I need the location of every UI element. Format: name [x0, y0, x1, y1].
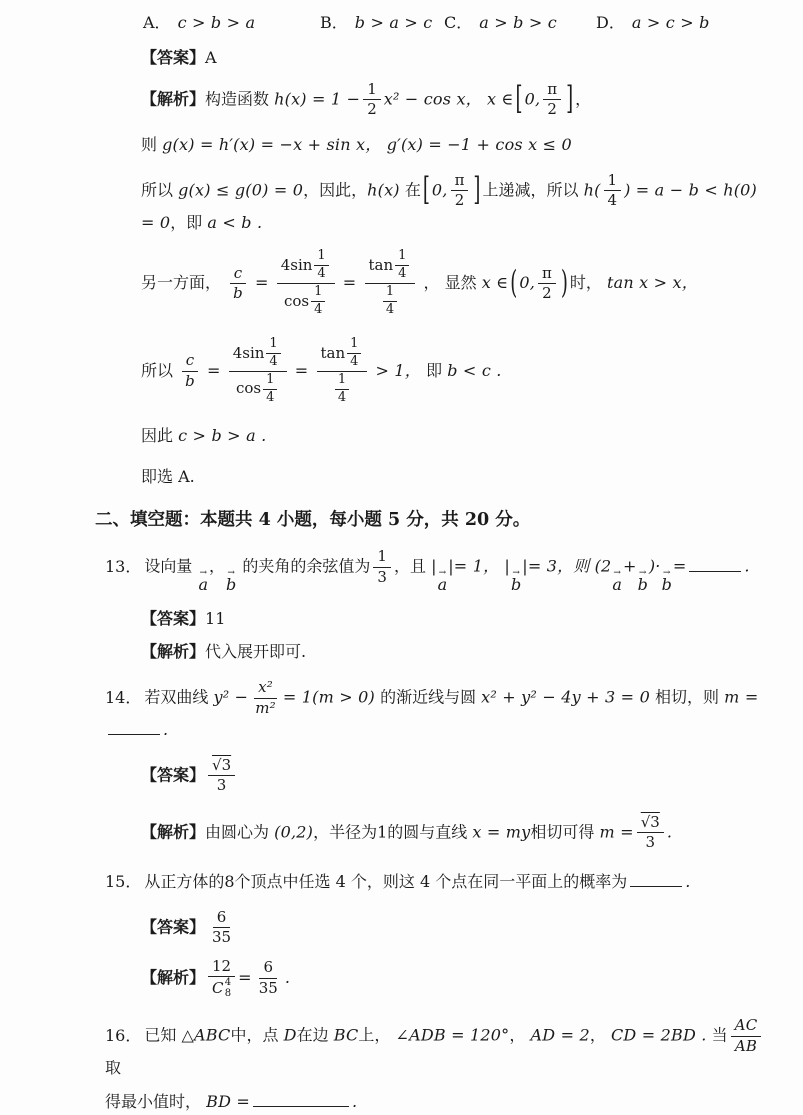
- numerator: 1: [383, 284, 397, 302]
- a-lt-b: a < b .: [207, 212, 263, 232]
- period: .: [744, 556, 750, 576]
- close-dot: )·: [648, 556, 661, 576]
- numerator: √3: [208, 756, 235, 777]
- denominator: [329, 372, 355, 407]
- fraction-pi-over-2: [538, 264, 556, 304]
- numerator: AC: [731, 1016, 762, 1037]
- vector-b-letter: b: [510, 574, 522, 594]
- vector-b-letter: b: [661, 574, 672, 594]
- numerator: 6: [259, 958, 277, 979]
- vector-arrow-icon: →: [512, 567, 520, 578]
- q12-analysis-line4: [141, 248, 773, 319]
- bd-equals: BD =: [206, 1092, 250, 1112]
- option-a: [143, 10, 255, 33]
- abs-bar: |: [431, 556, 437, 576]
- comma: ，: [575, 89, 592, 109]
- vector-a-letter: a: [612, 574, 622, 594]
- fraction-one-quarter: [347, 336, 361, 371]
- option-b-label: B．: [320, 13, 348, 32]
- q13-text2: 的夹角的余弦值为: [242, 556, 371, 576]
- option-d-label: D．: [596, 13, 625, 32]
- option-d-expr: a > c > b: [631, 13, 710, 32]
- ad-length: AD = 2: [530, 1025, 590, 1045]
- fraction-4sin-over-cos: [229, 336, 287, 407]
- analysis-tag: 【解析】: [141, 89, 206, 109]
- denominator: 2: [367, 100, 377, 119]
- comma: ，: [589, 1025, 606, 1045]
- point-d: D: [283, 1025, 297, 1045]
- m-equals: m =: [724, 687, 759, 707]
- eq-three: = 3，则: [527, 556, 590, 576]
- option-c-expr: a > b > c: [479, 13, 557, 32]
- fraction-one-quarter: [266, 336, 280, 371]
- period: .: [284, 967, 291, 987]
- equals-sign: =: [294, 360, 309, 380]
- ji-text: 即: [426, 360, 443, 380]
- denominator: b: [185, 371, 195, 390]
- numerator: x²: [254, 678, 277, 699]
- fraction-one-quarter: [263, 372, 277, 407]
- q14-text2: 的渐近线与圆: [380, 687, 477, 707]
- period: .: [685, 871, 691, 891]
- q14-analysis-text2: ，半径为1的圆与直线: [313, 822, 468, 842]
- vector-a-letter: a: [437, 574, 448, 594]
- hx-tail: x² − cos x，: [383, 89, 482, 109]
- q13-answer-line: [141, 607, 773, 632]
- numerator: 1: [314, 248, 328, 266]
- q12-answer-line: [141, 46, 773, 71]
- eq-one: = 1，: [453, 556, 500, 576]
- q12-analysis-line1: [141, 80, 773, 120]
- q14-text3: 相切，则: [655, 687, 720, 707]
- x-in: x ∈: [481, 273, 509, 293]
- denominator: 2: [542, 284, 552, 303]
- combination-letter: C: [212, 978, 224, 997]
- then-text: 则: [141, 134, 158, 154]
- cos-fn: cos: [284, 291, 310, 310]
- circle-center: (0,2): [274, 822, 314, 842]
- q15-answer-line: [141, 908, 773, 948]
- numerator: √3: [637, 813, 664, 834]
- equals-sign: =: [672, 556, 687, 576]
- numerator: 1: [395, 248, 409, 266]
- comma: ，: [423, 273, 440, 293]
- fraction-pi-over-2: [451, 171, 469, 211]
- q15-statement: [105, 870, 773, 895]
- fraction-sqrt3-over-3: [208, 756, 235, 796]
- q13-statement: [105, 547, 773, 593]
- denominator: AB: [734, 1036, 758, 1055]
- q12-conclusion: [141, 424, 773, 449]
- q16-statement-line2: [105, 1090, 773, 1115]
- q16-statement-line1: [105, 1016, 773, 1081]
- h-close: ) = a − b < h(0) = 0: [141, 180, 757, 232]
- superscript: 4: [224, 977, 232, 989]
- fraction-pi-over-2: [543, 80, 561, 120]
- denominator: 4: [266, 389, 275, 405]
- answer-tag: 【答案】: [141, 608, 206, 628]
- fraction-tan-over-quarter: [317, 336, 368, 407]
- choose-text: 即选 A.: [141, 467, 195, 487]
- vector-arrow-icon: →: [199, 567, 208, 578]
- suoyi-text: 所以: [141, 180, 174, 200]
- eq-condition: = 1(m > 0): [282, 687, 375, 707]
- numerator: 6: [213, 908, 231, 929]
- q16-text4: 上，: [358, 1025, 391, 1045]
- answer-blank: [689, 557, 741, 572]
- g-derivative-chain: g(x) = h′(x) = −x + sin x， g′(x) = −1 + cos x ≤ 0: [162, 134, 572, 154]
- h-open: h(: [583, 180, 601, 200]
- q14-number: 14．: [105, 687, 142, 707]
- numerator: 1: [266, 336, 280, 354]
- vector-arrow-icon: →: [438, 567, 447, 578]
- numerator: 1: [604, 171, 622, 192]
- answer-blank: [253, 1092, 349, 1107]
- equals-sign: =: [238, 967, 252, 987]
- denominator: 2: [547, 100, 557, 119]
- denominator: 3: [377, 567, 387, 586]
- abs-bar: |: [504, 556, 510, 576]
- ji-comma: ，即: [170, 212, 203, 232]
- q12-choice: [141, 465, 773, 490]
- denominator: [280, 284, 331, 319]
- abs-bar: |: [522, 556, 528, 576]
- m-equals: m =: [599, 822, 634, 842]
- q12-analysis-line2: [141, 133, 773, 158]
- option-b: [320, 10, 432, 33]
- vector-a: [612, 567, 622, 594]
- q16-number: 16．: [105, 1025, 142, 1045]
- q15-number: 15．: [105, 871, 142, 891]
- q13-text1: 设向量: [144, 556, 193, 576]
- b-lt-c: b < c .: [447, 360, 502, 380]
- vector-arrow-icon: →: [227, 567, 235, 578]
- fraction-c-over-b: [229, 264, 247, 304]
- denominator: 4: [337, 389, 347, 405]
- vector-a: [437, 567, 448, 594]
- section-2-heading: 二、填空题：本题共 4 小题，每小题 5 分，共 20 分。: [95, 510, 531, 531]
- numerator: [277, 248, 335, 284]
- option-d: [596, 10, 710, 33]
- answer-blank: [630, 872, 682, 887]
- numerator: π: [538, 264, 556, 285]
- comma: ，: [209, 556, 226, 576]
- yinci-comma: ，因此，: [303, 180, 368, 200]
- fraction-12-over-C84: [208, 957, 235, 1000]
- fraction-one-quarter: [604, 171, 622, 211]
- zai-text: 在: [404, 180, 421, 200]
- denominator: 35: [212, 928, 232, 947]
- equals-sign: =: [255, 273, 269, 293]
- another-side-text: 另一方面，: [141, 273, 222, 293]
- q16-text3: 在边: [296, 1025, 329, 1045]
- tan-inequality: tan x > x，: [607, 273, 698, 293]
- right-bracket: ]: [566, 80, 574, 118]
- shi-text: 时，: [569, 273, 602, 293]
- hx-ref: h(x): [367, 180, 400, 200]
- analysis-tag: 【解析】: [141, 642, 206, 662]
- qu-text: 取: [105, 1058, 122, 1078]
- denominator: [232, 372, 283, 407]
- numerator: 12: [208, 957, 235, 978]
- denominator: 3: [216, 776, 227, 795]
- vector-arrow-icon: →: [638, 567, 647, 578]
- vector-a: [198, 567, 209, 594]
- xianran-text: 显然: [444, 273, 477, 293]
- numerator: 1: [335, 372, 349, 390]
- zero-comma: 0,: [519, 273, 535, 293]
- fraction-one-quarter: [383, 284, 397, 319]
- option-a-label: A．: [143, 13, 171, 32]
- q13-text3: ，且: [393, 556, 426, 576]
- left-bracket: [: [515, 80, 523, 118]
- four-sin: 4sin: [232, 343, 265, 362]
- fraction-6-over-35: [255, 958, 282, 998]
- fraction-6-over-35: [208, 908, 235, 948]
- fraction-one-third: [373, 547, 391, 587]
- fraction-one-quarter: [395, 248, 409, 283]
- denominator: 4: [314, 302, 323, 318]
- comma: ，: [509, 1025, 526, 1045]
- zero-comma: 0,: [524, 89, 541, 109]
- equals-sign: =: [207, 360, 221, 380]
- q12-options-row: [105, 10, 773, 36]
- fraction-x2-over-m2: [251, 678, 280, 718]
- tan-fn: tan: [320, 343, 346, 362]
- fraction-one-quarter: [314, 248, 328, 283]
- construct-text: 构造函数: [205, 89, 270, 109]
- cba-order: c > b > a .: [178, 425, 267, 445]
- q14-answer-line: [141, 756, 773, 796]
- side-bc: BC: [333, 1025, 359, 1045]
- denominator: b: [233, 284, 243, 303]
- q14-analysis-line: [141, 813, 773, 853]
- left-bracket: [: [422, 171, 430, 209]
- denominator: 4: [385, 302, 395, 318]
- numerator: 1: [311, 284, 325, 302]
- denominator: [208, 977, 235, 999]
- answer-tag: 【答案】: [141, 917, 206, 937]
- answer-tag: 【答案】: [141, 48, 206, 67]
- q14-analysis-text3: 相切可得: [530, 822, 595, 842]
- q13-analysis-line: [141, 640, 773, 665]
- option-c: [444, 10, 557, 33]
- subscript: 8: [224, 988, 232, 1000]
- denominator: 4: [317, 266, 326, 282]
- greater-than-one: > 1，: [375, 360, 421, 380]
- option-c-label: C．: [444, 13, 473, 32]
- numerator: π: [543, 80, 561, 101]
- equals-sign: =: [342, 273, 357, 293]
- option-a-expr: c > b > a: [177, 13, 256, 32]
- tan-fn: tan: [368, 256, 394, 275]
- vector-b: [661, 567, 672, 594]
- open-2a: (2: [594, 556, 612, 576]
- q16-text1: 已知: [144, 1025, 177, 1045]
- fraction-one-quarter: [335, 372, 349, 407]
- q13-analysis-text: 代入展开即可.: [205, 642, 307, 662]
- vector-arrow-icon: →: [613, 567, 621, 578]
- q13-number: 13．: [105, 556, 142, 576]
- numerator: 1: [263, 372, 277, 390]
- denominator: 3: [645, 833, 656, 852]
- numerator: c: [182, 351, 199, 372]
- fraction-4sin-over-cos: [277, 248, 335, 319]
- g-inequality: g(x) ≤ g(0) = 0: [178, 180, 304, 200]
- q16-text5: 得最小值时，: [105, 1092, 202, 1112]
- fraction-sqrt3-over-3: [637, 813, 664, 853]
- fraction-AC-over-AB: [731, 1016, 762, 1056]
- vector-b-letter: b: [637, 574, 648, 594]
- numerator: [365, 248, 416, 284]
- fraction-tan-over-quarter: [365, 248, 416, 319]
- abs-bar: |: [448, 556, 454, 576]
- vector-b-letter: b: [226, 574, 237, 594]
- vector-a-letter: a: [198, 574, 209, 594]
- cos-fn: cos: [236, 379, 262, 398]
- q14-statement: [105, 678, 773, 743]
- angle-adb: ∠ADB = 120°: [395, 1025, 510, 1045]
- answer-tag: 【答案】: [141, 765, 206, 785]
- plus-sign: +: [622, 556, 637, 576]
- numerator: 1: [347, 336, 361, 354]
- left-paren: (: [510, 264, 518, 302]
- period: .: [666, 822, 673, 842]
- denominator: 4: [350, 353, 359, 369]
- denominator: 4: [398, 266, 407, 282]
- suoyi-text: 所以: [141, 360, 174, 380]
- fraction-one-quarter: [311, 284, 325, 319]
- four-sin: 4sin: [280, 256, 313, 275]
- vector-b: [637, 567, 648, 594]
- answer-blank: [108, 720, 160, 735]
- denominator: 4: [607, 191, 618, 210]
- q16-text2: 中，点: [230, 1025, 279, 1045]
- numerator: [229, 336, 287, 372]
- hx-head: h(x) = 1 −: [274, 89, 361, 109]
- y2-minus: y² −: [213, 687, 249, 707]
- line-equation: x = my: [472, 822, 531, 842]
- q14-analysis-text1: 由圆心为: [205, 822, 270, 842]
- triangle-abc: △ABC: [181, 1025, 231, 1045]
- cd-relation: CD = 2BD .: [610, 1025, 707, 1045]
- numerator: c: [230, 264, 247, 285]
- numerator: π: [451, 171, 469, 192]
- x-in: x ∈: [486, 89, 514, 109]
- zero-comma: 0,: [431, 180, 448, 200]
- yinci-text: 因此: [141, 425, 174, 445]
- right-bracket: ]: [473, 171, 481, 209]
- fraction-c-over-b: [181, 351, 199, 391]
- numerator: 1: [373, 547, 391, 568]
- fraction-one-half: [363, 80, 381, 120]
- right-paren: ): [560, 264, 568, 302]
- denominator: 4: [269, 353, 278, 369]
- denominator: 35: [258, 978, 278, 997]
- denominator: [377, 284, 403, 319]
- q12-analysis-line5: [141, 336, 773, 407]
- q12-answer-value: A: [205, 48, 217, 67]
- q13-answer-value: 11: [205, 608, 226, 628]
- numerator: [317, 336, 368, 372]
- denominator: 2: [454, 191, 465, 210]
- period: .: [163, 720, 169, 740]
- denominator: m²: [255, 698, 276, 717]
- circle-equation: x² + y² − 4y + 3 = 0: [481, 687, 650, 707]
- q14-text1: 若双曲线: [144, 687, 209, 707]
- analysis-tag: 【解析】: [141, 967, 206, 987]
- numerator: 1: [363, 80, 381, 101]
- period: .: [352, 1092, 358, 1112]
- dang-text: 当: [711, 1025, 728, 1045]
- analysis-tag: 【解析】: [141, 822, 206, 842]
- vector-b: [226, 567, 237, 594]
- q15-text: 从正方体的8个顶点中任选 4 个，则这 4 个点在同一平面上的概率为: [144, 871, 628, 891]
- combination-scripts: [225, 977, 231, 999]
- option-b-expr: b > a > c: [354, 13, 433, 32]
- q15-analysis-line: [141, 957, 773, 1000]
- vector-b: [510, 567, 522, 594]
- decreasing-text: 上递减，所以: [482, 180, 579, 200]
- q12-analysis-line3: [141, 171, 773, 236]
- vector-arrow-icon: →: [662, 567, 671, 578]
